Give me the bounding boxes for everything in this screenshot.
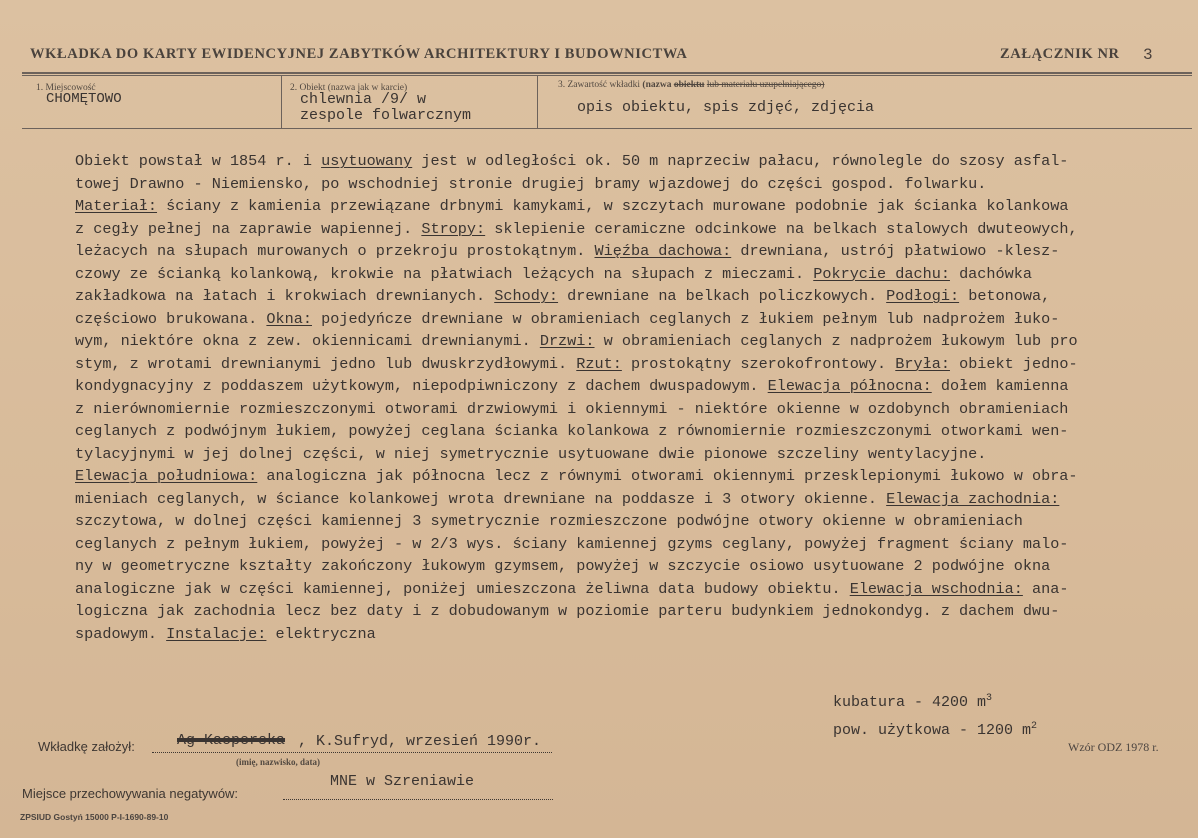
usable-area-text: pow. użytkowa - 1200 m	[833, 722, 1032, 739]
section-heading-doors: Drzwi:	[539, 332, 595, 350]
desc-line	[75, 150, 1187, 173]
desc-text: analogiczna jak północna lecz z równymi otworami okiennymi przesklepionymi łukowo w obra-	[257, 467, 1078, 485]
negatives-label: Miejsce przechowywania negatywów:	[22, 786, 239, 801]
section-heading-plan: Rzut:	[576, 354, 622, 373]
desc-underlined: usytuowany	[321, 152, 413, 170]
desc-line	[75, 623, 1187, 646]
desc-line	[75, 510, 1187, 533]
usable-area-exponent: 2	[1031, 721, 1038, 732]
object-value-line2: zespole folwarcznym	[300, 107, 472, 124]
section-heading-stairs: Schody:	[494, 287, 559, 305]
desc-line	[75, 398, 1187, 421]
desc-text: ceglanych z pełnym łukiem, powyżej - w 2/3 wys. ściany kamiennej gzyms ceglany, powyżej fragment ściany malo-	[75, 534, 1069, 553]
desc-text: sklepienie ceramiczne odcinkowe na belkach stalowych dwuteowych,	[485, 219, 1078, 238]
desc-line	[75, 488, 1187, 511]
section-heading-material: Materiał:	[75, 197, 158, 215]
section-heading-north-elevation: Elewacja północna:	[767, 377, 932, 395]
desc-text: Obiekt powstał w 1854 r. i	[75, 152, 322, 170]
desc-text: elektryczna	[266, 624, 376, 643]
place-value: CHOMĘTOWO	[46, 91, 122, 107]
desc-line	[75, 285, 1187, 308]
desc-text: dachówka	[949, 264, 1032, 283]
desc-text: jest w odległości ok. 50 m naprzeciw pałacu, równolegle do szosy asfal-	[412, 152, 1069, 170]
object-value-line1: chlewnia /9/ w	[300, 91, 427, 108]
desc-text: z cegły pełnej na zaprawie wapiennej.	[75, 219, 422, 238]
desc-line	[75, 600, 1187, 623]
cubature	[833, 694, 992, 711]
desc-text: szczytowa, w dolnej części kamiennej 3 symetrycznie rozmieszczone podwójne otwory okienne w obramieniach	[75, 512, 1023, 530]
annex-label: ZAŁĄCZNIK NR	[1000, 46, 1120, 62]
desc-text: ceglanych z podwójnym łukiem, powyżej ceglana ścianka kolankowa z równomiernie rozmieszczonymi otworkami wen-	[75, 422, 1069, 440]
negatives-dotted-line	[283, 799, 553, 800]
desc-text: stym, z wrotami drewnianymi jedno lub dwuskrzydłowymi.	[75, 354, 577, 373]
desc-line	[75, 353, 1187, 376]
section-heading-body: Bryła:	[895, 354, 950, 373]
desc-line	[75, 195, 1187, 218]
section-heading-roof-truss: Więźba dachowa:	[594, 242, 732, 260]
object-description	[75, 150, 1187, 645]
author-note: (imię, nazwisko, data)	[236, 757, 320, 767]
desc-text: w obramieniach ceglanych z nadprożem łukowym lub pro	[594, 332, 1078, 350]
desc-text: leżacych na słupach murowanych o przekroju prostokątnym.	[75, 242, 595, 260]
desc-text: z nierównomiernie rozmieszczonymi otworami drzwiowymi i okiennymi - niektóre okienne w ozdobynch obramieniach	[75, 399, 1069, 418]
desc-text: mieniach ceglanych, w ściance kolankowej wrota drewniane na poddasze i 3 otwory okienne.	[75, 489, 887, 508]
desc-line	[75, 308, 1187, 331]
desc-text: czowy ze ścianką kolankową, krokwie na płatwiach leżących na słupach z mieczami.	[75, 264, 814, 283]
contents-label	[558, 80, 824, 90]
desc-line	[75, 218, 1187, 241]
desc-line	[75, 443, 1187, 466]
template-code: Wzór ODZ 1978 r.	[1068, 740, 1159, 754]
section-heading-east-elevation: Elewacja wschodnia:	[849, 579, 1023, 598]
cubature-exponent: 3	[986, 693, 993, 704]
section-heading-floors: Podłogi:	[886, 287, 960, 305]
top-double-rule-2	[22, 75, 1192, 76]
desc-line	[75, 420, 1187, 443]
desc-line	[75, 533, 1187, 556]
author-label: Wkładkę założył:	[38, 739, 135, 754]
desc-text: ny w geometryczne kształty zakończony łukowym gzymsem, powyżej w szczycie osiowo usytuowane 2 podwójne okna	[75, 557, 1051, 575]
desc-text: spadowym.	[75, 624, 167, 643]
author-dotted-line	[152, 752, 552, 753]
object-label: 2. Obiekt (nazwa jak w karcie)	[290, 83, 408, 93]
usable-area	[833, 722, 1037, 739]
desc-text: ana-	[1022, 579, 1069, 598]
desc-line	[75, 330, 1187, 353]
section-heading-windows: Okna:	[266, 309, 312, 328]
desc-text: drewniana, ustrój płatwiowo -klesz-	[731, 242, 1060, 260]
annex-number: 3	[1143, 46, 1153, 64]
desc-text: tylacyjnymi w jej dolnej części, w niej symetrycznie usytuowane dwie pionowe szczeliny wentylacyjne.	[75, 444, 987, 463]
contents-label-a: 3. Zawartość wkładki	[558, 80, 641, 90]
desc-text: zakładkowa na łatach i krokwiach drewnianych.	[75, 287, 495, 305]
desc-text: towej Drawno - Niemiensko, po wschodniej stronie drugiej bramy wjazdowej do części gospod. folwarku.	[75, 174, 987, 193]
printer-imprint: ZPSIUD Gostyń 15000 P-I-1690-89-10	[20, 812, 169, 822]
section-heading-west-elevation: Elewacja zachodnia:	[886, 489, 1060, 508]
desc-text: dołem kamienna	[931, 377, 1069, 395]
contents-label-b: (nazwa	[642, 80, 672, 90]
top-double-rule-1	[22, 72, 1192, 74]
desc-text: obiekt jedno-	[949, 354, 1078, 373]
desc-line	[75, 578, 1187, 601]
desc-line	[75, 555, 1187, 578]
author-struck-name: Ag Kacperska	[177, 732, 286, 749]
desc-text: analogiczne jak w części kamiennej, poniżej umieszczona żeliwna data budowy obiektu.	[75, 579, 850, 598]
desc-text: betonowa,	[959, 287, 1051, 305]
desc-text: kondygnacyjny z poddaszem użytkowym, niepodpiwniczony z dachem dwuspadowym.	[75, 377, 768, 395]
section-heading-south-elevation: Elewacja południowa:	[75, 467, 258, 485]
contents-label-c: obiektu	[673, 80, 705, 90]
desc-text: logiczna jak zachodnia lecz bez daty i z dobudowanym w poziomie parteru budynkiem jednokondyg. z dachem dwu-	[75, 602, 1060, 620]
desc-line	[75, 375, 1187, 398]
author-value: , K.Sufryd, wrzesień 1990r.	[298, 733, 542, 750]
card-title: WKŁADKA DO KARTY EWIDENCYJNEJ ZABYTKÓW ARCHITEKTURY I BUDOWNICTWA	[30, 46, 688, 62]
field-divider-2	[537, 75, 538, 128]
section-heading-installations: Instalacje:	[166, 624, 267, 643]
cubature-text: kubatura - 4200 m	[833, 694, 987, 711]
negatives-value: MNE w Szreniawie	[330, 773, 475, 790]
desc-line	[75, 465, 1187, 488]
desc-line	[75, 263, 1187, 286]
place-label: 1. Miejscowość	[36, 83, 96, 93]
desc-line	[75, 240, 1187, 263]
desc-line	[75, 173, 1187, 196]
desc-text: częściowo brukowana.	[75, 309, 267, 328]
desc-text: ściany z kamienia przewiązane drbnymi kamykami, w szczytach murowane podobnie jak ścianka kolankowa	[157, 197, 1069, 215]
section-heading-roof-covering: Pokrycie dachu:	[813, 264, 950, 283]
field-divider-1	[281, 75, 282, 128]
contents-value: opis obiektu, spis zdjęć, zdjęcia	[577, 99, 875, 116]
contents-label-d: lub materiału uzupełniającego)	[706, 80, 825, 90]
desc-text: prostokątny szerokofrontowy.	[621, 354, 896, 373]
section-heading-ceilings: Stropy:	[421, 219, 486, 238]
desc-text: wym, niektóre okna z zew. okiennicami drewnianymi.	[75, 332, 540, 350]
desc-text: drewniane na belkach policzkowych.	[558, 287, 887, 305]
fields-bottom-rule	[22, 128, 1192, 129]
desc-text: pojedyńcze drewniane w obramieniach ceglanych z łukiem pełnym lub nadprożem łuko-	[311, 309, 1060, 328]
